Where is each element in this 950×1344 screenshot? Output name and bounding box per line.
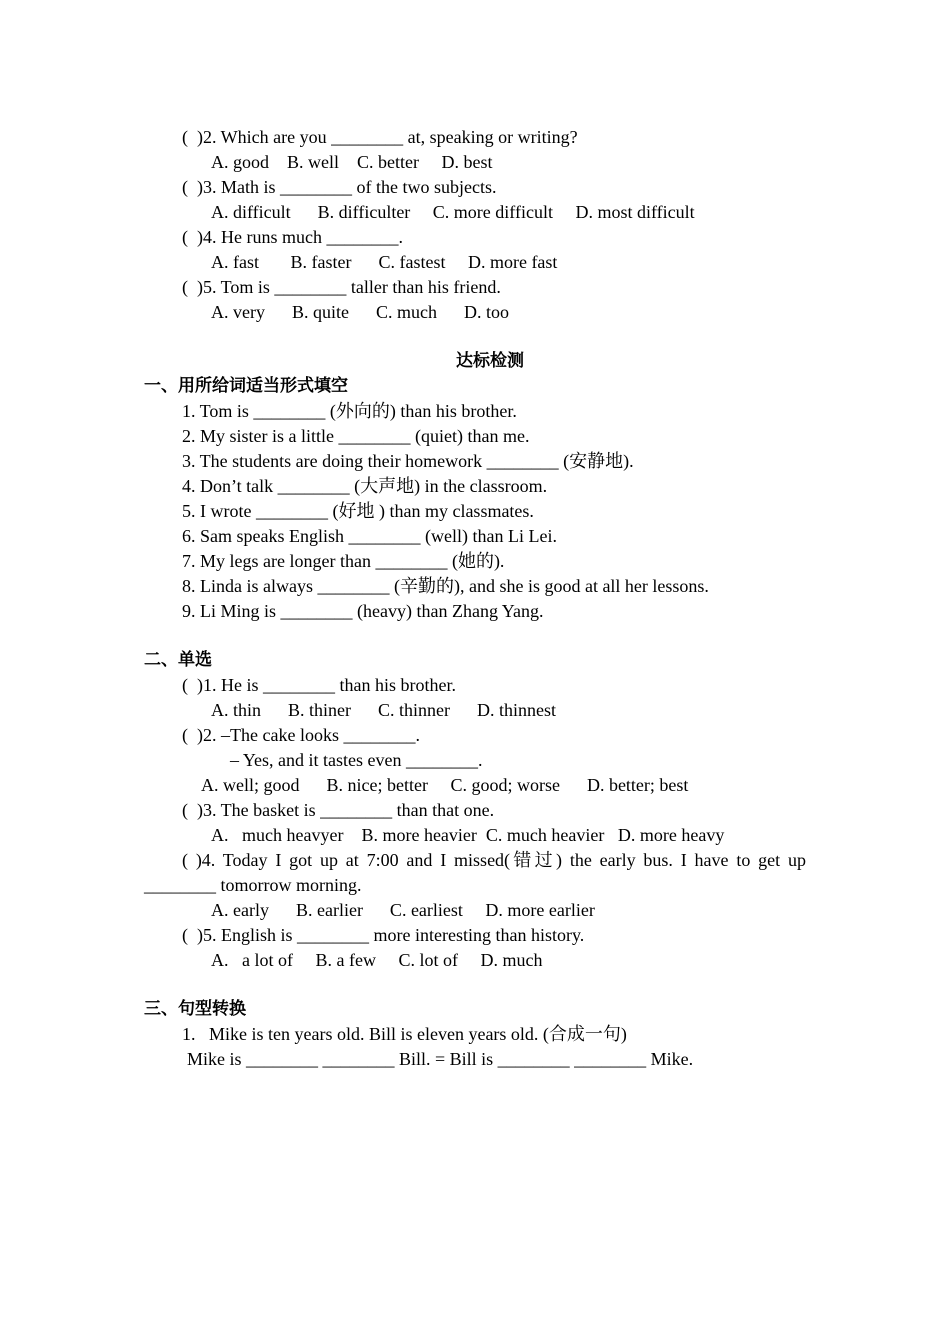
fill-item-1: 1. Tom is ________ (外向的) than his brother. — [182, 401, 517, 421]
fill-item-2: 2. My sister is a little ________ (quiet) than me. — [182, 426, 530, 446]
choice-question-4-options: A. early B. earlier C. earliest D. more earlier — [211, 900, 595, 920]
part1-heading: 一、用所给词适当形式填空 — [144, 376, 348, 396]
part2-heading: 二、单选 — [144, 650, 212, 670]
question-5-options: A. very B. quite C. much D. too — [211, 302, 509, 322]
fill-item-9: 9. Li Ming is ________ (heavy) than Zhang Yang. — [182, 601, 544, 621]
choice-question-1: ( )1. He is ________ than his brother. — [182, 675, 456, 695]
choice-question-5-options: A. a lot of B. a few C. lot of D. much — [211, 950, 543, 970]
choice-question-3: ( )3. The basket is ________ than that one. — [182, 800, 495, 820]
fill-item-4: 4. Don’t talk ________ (大声地) in the classroom. — [182, 476, 548, 496]
question-4-options: A. fast B. faster C. fastest D. more fast — [211, 252, 558, 272]
transform-question-1: 1. Mike is ten years old. Bill is eleven years old. (合成一句) — [182, 1024, 627, 1044]
fill-item-5: 5. I wrote ________ (好地 ) than my classmates. — [182, 501, 534, 521]
question-4: ( )4. He runs much ________. — [182, 227, 403, 247]
choice-question-1-options: A. thin B. thiner C. thinner D. thinnest — [211, 700, 556, 720]
choice-question-5: ( )5. English is ________ more interesting than history. — [182, 925, 585, 945]
choice-question-4-continued: ________ tomorrow morning. — [144, 875, 362, 895]
question-3-options: A. difficult B. difficulter C. more difficult D. most difficult — [211, 202, 695, 222]
fill-item-8: 8. Linda is always ________ (辛勤的), and she is good at all her lessons. — [182, 576, 709, 596]
question-3: ( )3. Math is ________ of the two subjects. — [182, 177, 497, 197]
transform-question-1-answer: Mike is ________ ________ Bill. = Bill is ________ ________ Mike. — [187, 1049, 694, 1069]
test-title: 达标检测 — [456, 351, 524, 371]
fill-item-6: 6. Sam speaks English ________ (well) than Li Lei. — [182, 526, 557, 546]
fill-item-7: 7. My legs are longer than ________ (她的). — [182, 551, 505, 571]
choice-question-2-options: A. well; good B. nice; better C. good; worse D. better; best — [201, 775, 689, 795]
choice-question-2-reply: – Yes, and it tastes even ________. — [230, 750, 483, 770]
choice-question-2: ( )2. –The cake looks ________. — [182, 725, 420, 745]
question-2-options: A. good B. well C. better D. best — [211, 152, 493, 172]
question-5: ( )5. Tom is ________ taller than his friend. — [182, 277, 501, 297]
fill-item-3: 3. The students are doing their homework ________ (安静地). — [182, 451, 634, 471]
choice-question-4: ( )4. Today I got up at 7:00 and I missed(错过) the early bus. I have to get up — [182, 850, 806, 870]
question-2: ( )2. Which are you ________ at, speaking or writing? — [182, 127, 578, 147]
part3-heading: 三、句型转换 — [144, 999, 246, 1019]
choice-question-3-options: A. much heavyer B. more heavier C. much heavier D. more heavy — [211, 825, 725, 845]
